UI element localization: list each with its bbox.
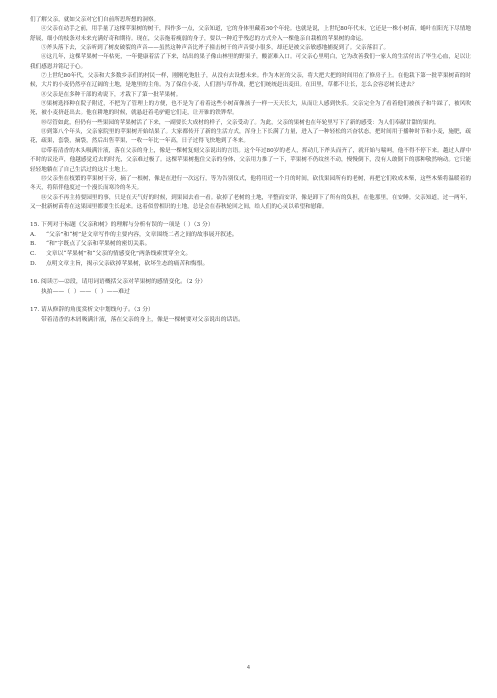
- passage-paragraph-5: ⑤斧头落下去，父亲听到了树皮破裂的声音——虽然这种声音比斧子撞击树干的声音要小很多，却还是被父亲敏感地捕捉到了。父亲落泪了。: [41, 45, 390, 52]
- question-15-option-a: [30, 231, 471, 241]
- option-letter: B.: [30, 241, 37, 248]
- question-16-answer-line: 执拍——（ ）——（ ）——难过: [41, 288, 130, 295]
- passage-paragraph-14: ⑭父亲不再主持要园里的事，只是在天气好的时候，到果园去看一看。砍掉了老树的土地，平整而安详，像是卸下了所有的负担，在他那里，在安睡。父亲知道，过一两年，又一批新树苗将在这果园里都要生长起来。这着似曾相识的土地，总是会在春秋轮回之间，给人们的心灵以希望和慰藉。: [30, 194, 471, 210]
- option-letter: C.: [30, 251, 37, 257]
- document-page: [30, 16, 471, 676]
- passage-paragraph-9: ⑨果树选择种在院子附近，不把为了管理上的方便，也不是为了看着这些小树苗像孩子一样一天天长大，从而让人感到快乐。父亲完全为了看着他们被孩子和牛踩了，被风吹死，被小麦挤赶出去。他在耕地的时候，就悬赶着毛驴避它们走，让开锥的铁铧犁。: [30, 101, 471, 117]
- passage-paragraph-13: ⑬父亲坐在枝繁的苹果树干旁，摘了一根树，像是在进行一次远行，等为告别仪式，他将用近一个月的时间，砍伐果园所有的老树，再把它们收成木柴，这些木柴将温暖着的冬天，将陪伴他度过一个漫长而寒冷的冬天。: [30, 175, 471, 192]
- question-15-option-b: [30, 240, 471, 250]
- question-17-quoted-sentence: 带着清香的木屑吸满汁液，落在父亲的身上，像是一棵树要对父亲说出的话语。: [41, 316, 244, 323]
- passage-paragraph-6: ⑥这几年，这棵苹果树一年枯死，一年健康着活了下来，结出的果子像山林里的野果子，酸涩难入口。可父亲心里明白，它为改善我们一家人的生活付出了毕生心血，足以让我们感恩并铭记于心。: [30, 54, 471, 70]
- section-gap: [30, 297, 471, 306]
- passage-paragraph-8: ⑧父亲是在多种干部的劝说下，才栽下了第一批苹果树。: [41, 91, 182, 98]
- option-letter: A.: [30, 231, 37, 238]
- passage-paragraph-11: ⑪到第八个年头，父亲家院里的苹果树开始结果了。大家都传开了新的生活方式，浑身上下长满了力量，进入了一种轻松的兴奋状态，把时间用于播种时节和小麦，施肥，疏花，疏果，套袋，摘袋，然后出售苹果，一收一年比一年高，日子过得飞快地到了冬来。: [30, 129, 471, 145]
- option-text: 点明文章主旨，揭示父亲砍掉苹果树，砍坏生态的痛苦和悔恨。: [46, 260, 209, 267]
- passage-paragraph-7: ⑦上世纪80年代，父亲和大多数乡亲们的村民一样，刚刚吃饱肚子，从没有去设想未来。作为木匠的父亲，将大把大把的时间用在了修房子上。在他栽下第一批苹果树苗的时候，大片的小麦仍然亭在辽阔的土地，是地里的主角。为了保住小麦，人们割与草作战，把它们统统赶出麦田。在田里，草都不让长，怎么会容忍树长进去？: [30, 73, 471, 89]
- question-17-stem: 17. 请从修辞的角度赏析文中划线句子。（3 分）: [30, 307, 154, 314]
- question-15-stem: 15. 下列对于标题《父亲和树》的理解与分析有误的一项是（ ）（3 分）: [30, 222, 214, 229]
- passage-paragraph-10: ⑩尽管如此，但仍有一些果园的苹果树活了下来，一副要长大成材的样子，父亲受动了。为此，父亲的果树也在年轮里写下了新的感受：为人们奉献甘甜的果肉。: [41, 119, 440, 126]
- option-text: “父亲”和“树”是文章写作的主要内容，文章围绕二者之间的故事展开叙述。: [46, 231, 238, 238]
- passage-paragraph-12: ⑫带着清香的木头吸满汁液，落在父亲的身上，像是一棵树复刻父亲说出的言语。这个年过80岁的老人，挥动几下斧头而齐了，就开始与喘呵，他不得不停下来。越过人群中不时的议论声，他越感觉近去的时光，父亲难过极了。这棵苹果树抱住父亲的身体，父亲用力推了一下，苹果树不仍纹丝不动，慢慢倒下，没有人敢倒下的那种敬然响动。它只能轻轻地躺在了自己生活过的这片土地上。: [30, 147, 471, 173]
- option-text: 文章以“苹果树”和“父亲的情感变化”两条线索贯穿全文。: [46, 251, 192, 257]
- passage-paragraph-4: ④父亲在动手之前，用手量了这棵苹果树的树干，四作多一点，父亲知道，它的身体里藏着30个年轮。也就是说，上世纪80年代末，它还是一株小树苗，蜷叶在阳光下尽情地舒展，细小的枝条对未来充满好奇和期待。现在，父亲拖着瘦弱的身子，要以一种近乎残忍的方式介入一棵他亲自栽植的苹果树的命运。: [30, 26, 471, 42]
- page-number: 4: [246, 665, 251, 671]
- question-15-option-c: [30, 250, 471, 260]
- section-gap: [30, 212, 471, 221]
- question-16-stem: 16. 阅读⑦—⑫段，请用词语概括父亲对苹果树的感情变化。（2 分）: [30, 279, 207, 286]
- section-gap: [30, 269, 471, 278]
- option-text: “和”字既点了父亲和苹果树的密切关系。: [46, 241, 151, 248]
- passage-paragraph-intro: 们了解父亲，就如父亲对它们自前所思所想的洞察。: [30, 17, 160, 23]
- question-15-option-d: [30, 260, 471, 270]
- option-letter: D.: [30, 260, 37, 267]
